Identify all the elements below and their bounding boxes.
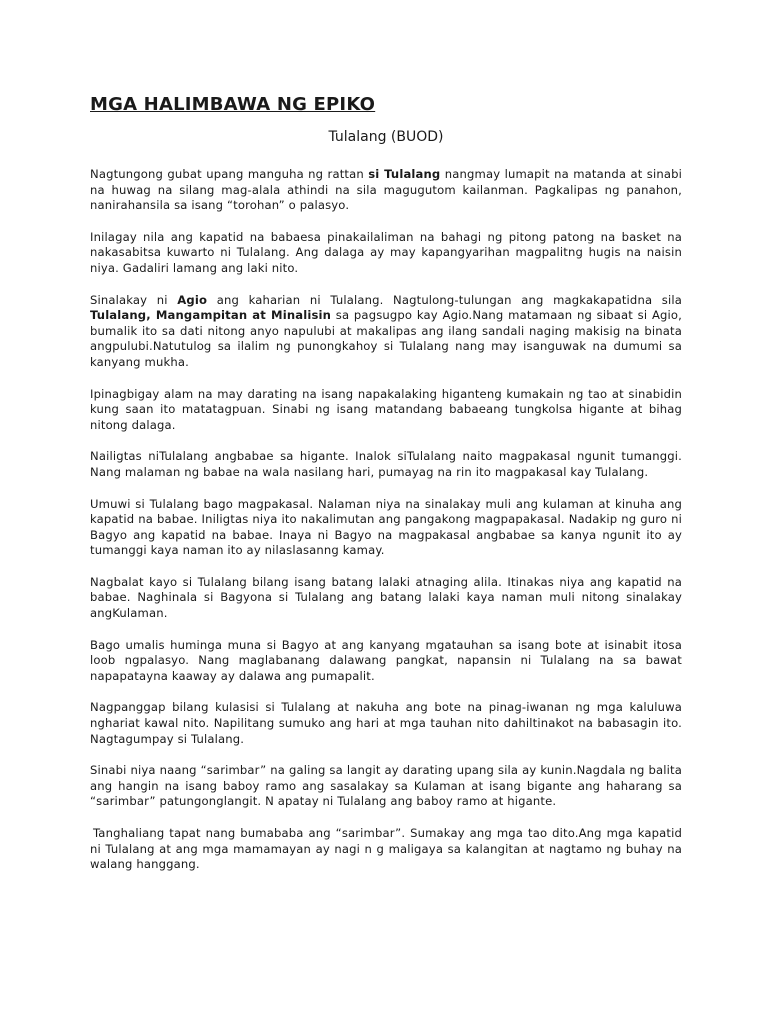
paragraph [90,293,682,371]
paragraph-text: Sinalakay ni [90,292,178,307]
paragraph [90,387,682,434]
paragraph-text: Bago umalis huminga muna si Bagyo at ang kanyang mgatauhan sa isang bote at isinabit itosa loob ngpalasyo. Nang maglabanang dalawang pangkat, napansin ni Tulalang na sa bawat napapatayna kaaway ay dalawa ang pumapalit. [90,637,682,683]
paragraph-text: Umuwi si Tulalang bago magpakasal. Nalaman niya na sinalakay muli ang kulaman at kinuha ang kapatid na babae. Iniligtas niya ito nakalimutan ang pangakong magpapakasal. Nadakip ng guro ni Bagyo ang kapatid na babae. Inaya ni Bagyo na magpakasal angbabae sa kanya ngunit ito ay tumanggi kaya naman ito ay nilaslasanng kamay. [90,496,682,558]
paragraph [90,230,682,277]
paragraph [90,449,682,480]
bold-name-text: Agio [177,292,208,307]
paragraph-text: Nagpanggap bilang kulasisi si Tulalang at nakuha ang bote na pinag-iwanan ng mga kaluluwa nghariat kawal nito. Napilitang sumuko ang hari at mga tauhan nito dahiltinakot na babasagin ito. Nagtagumpay si Tulalang. [90,700,682,746]
bold-name-text: Tulalang, Mangampitan at Minalisin [90,308,332,323]
paragraph-text: Nagbalat kayo si Tulalang bilang isang batang lalaki atnaging alila. Itinakas niya ang kapatid na babae. Naghinala si Bagyona si Tulalang ang batang lalaki kaya naman muli nitong sinalakay angKulaman. [90,574,682,621]
document-body [90,167,682,873]
document-title: MGA HALIMBAWA NG EPIKO [90,94,376,115]
paragraph [90,826,682,873]
paragraph-text: Nailigtas niTulalang angbabae sa higante. Inalok siTulalang naito magpakasal ngunit tumanggi. Nang malaman ng babae na wala nasilang hari, pumayag na rin ito magpakasal kay Tulalang. [90,449,682,479]
paragraph-text: Sinabi niya naang “sarimbar” na galing sa langit ay darating upang sila ay kunin.Nagdala ng balita ang hangin na isang baboy ramo ang sasalakay sa Kulaman at isang bigante ang haharang sa “sarimbar” patungonglangit. N apatay ni Tulalang ang baboy ramo at higante. [90,763,682,809]
paragraph [90,497,682,559]
paragraph-text: ang kaharian ni Tulalang. Nagtulong-tulungan ang magkakapatidna sila [207,292,682,307]
paragraph [90,700,682,747]
paragraph-text: sa pagsugpo kay Agio.Nang matamaan ng sibaat si Agio, bumalik ito sa dati nitong anyo napulubi at makalipas ang ilang sandali naging makisig na binata angpulubi.Natutulog sa ilalim ng punongkahoy si Tulalang nang may isanguwak na dumumi sa kanyang mukha. [90,308,682,369]
bold-name-text: si Tulalang [368,167,441,181]
paragraph-text: Tanghaliang tapat nang bumababa ang “sarimbar”. Sumakay ang mga tao dito.Ang mga kapatid ni Tulalang at ang mga mamamayan ay nagi n g maligaya sa kalangitan at nagtamo ng buhay na walang hanggang. [90,826,682,872]
paragraph-text: Nagtungong gubat upang manguha ng rattan [90,167,369,181]
document-subtitle: Tulalang (BUOD) [328,129,444,145]
paragraph-text: Inilagay nila ang kapatid na babaesa pinakailaliman na bahagi ng pitong patong na basket na nakasabitsa kuwarto ni Tulalang. Ang dalaga ay may kapangyarihan magpalitng hugis na naisin niya. Gadaliri lamang ang laki nito. [90,229,682,275]
paragraph-text: nangmay lumapit na matanda at sinabi na huwag na silang mag-alala athindi na sila magugutom kailanman. Pagkalipas ng panahon, nanirahansila sa isang “torohan” o palasyo. [90,167,682,213]
paragraph [90,763,682,810]
paragraph [90,638,682,685]
paragraph [90,575,682,622]
paragraph [90,167,682,214]
paragraph-text: Ipinagbigay alam na may darating na isang napakalaking higanteng kumakain ng tao at sinabidin kung saan ito matatagpuan. Sinabi ng isang matandang babaeang tungkolsa higante at bihag nitong dalaga. [90,386,682,432]
